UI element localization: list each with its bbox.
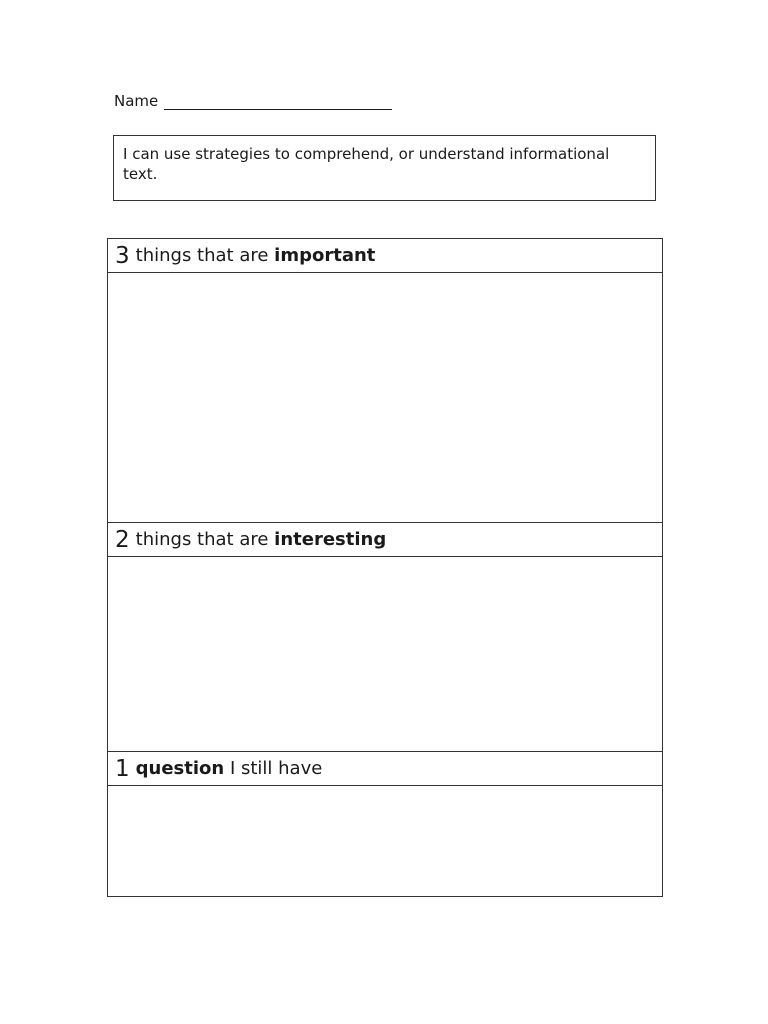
section-question-writing-area[interactable]: [108, 786, 662, 896]
section-important-pre: things that are: [135, 245, 269, 266]
name-label: Name: [114, 92, 159, 110]
section-interesting-number: 2: [115, 526, 130, 553]
section-important-writing-area[interactable]: [108, 273, 662, 523]
section-question-keyword: question: [135, 758, 225, 779]
response-table: [107, 238, 663, 897]
section-interesting-pre: things that are: [135, 529, 269, 550]
section-interesting-writing-area[interactable]: [108, 557, 662, 752]
name-field[interactable]: [114, 92, 392, 110]
section-important-keyword: important: [274, 245, 376, 266]
section-question-post: I still have: [229, 758, 323, 779]
learning-objective-box: [113, 135, 656, 201]
section-interesting-header: [108, 523, 662, 557]
learning-objective-text: I can use strategies to comprehend, or understand informational text.: [123, 145, 610, 183]
section-question-number: 1: [115, 755, 130, 782]
section-important-header: [108, 239, 662, 273]
section-interesting-keyword: interesting: [274, 529, 387, 550]
name-blank-line[interactable]: [164, 94, 392, 110]
section-question-header: [108, 752, 662, 786]
section-important-number: 3: [115, 242, 130, 269]
